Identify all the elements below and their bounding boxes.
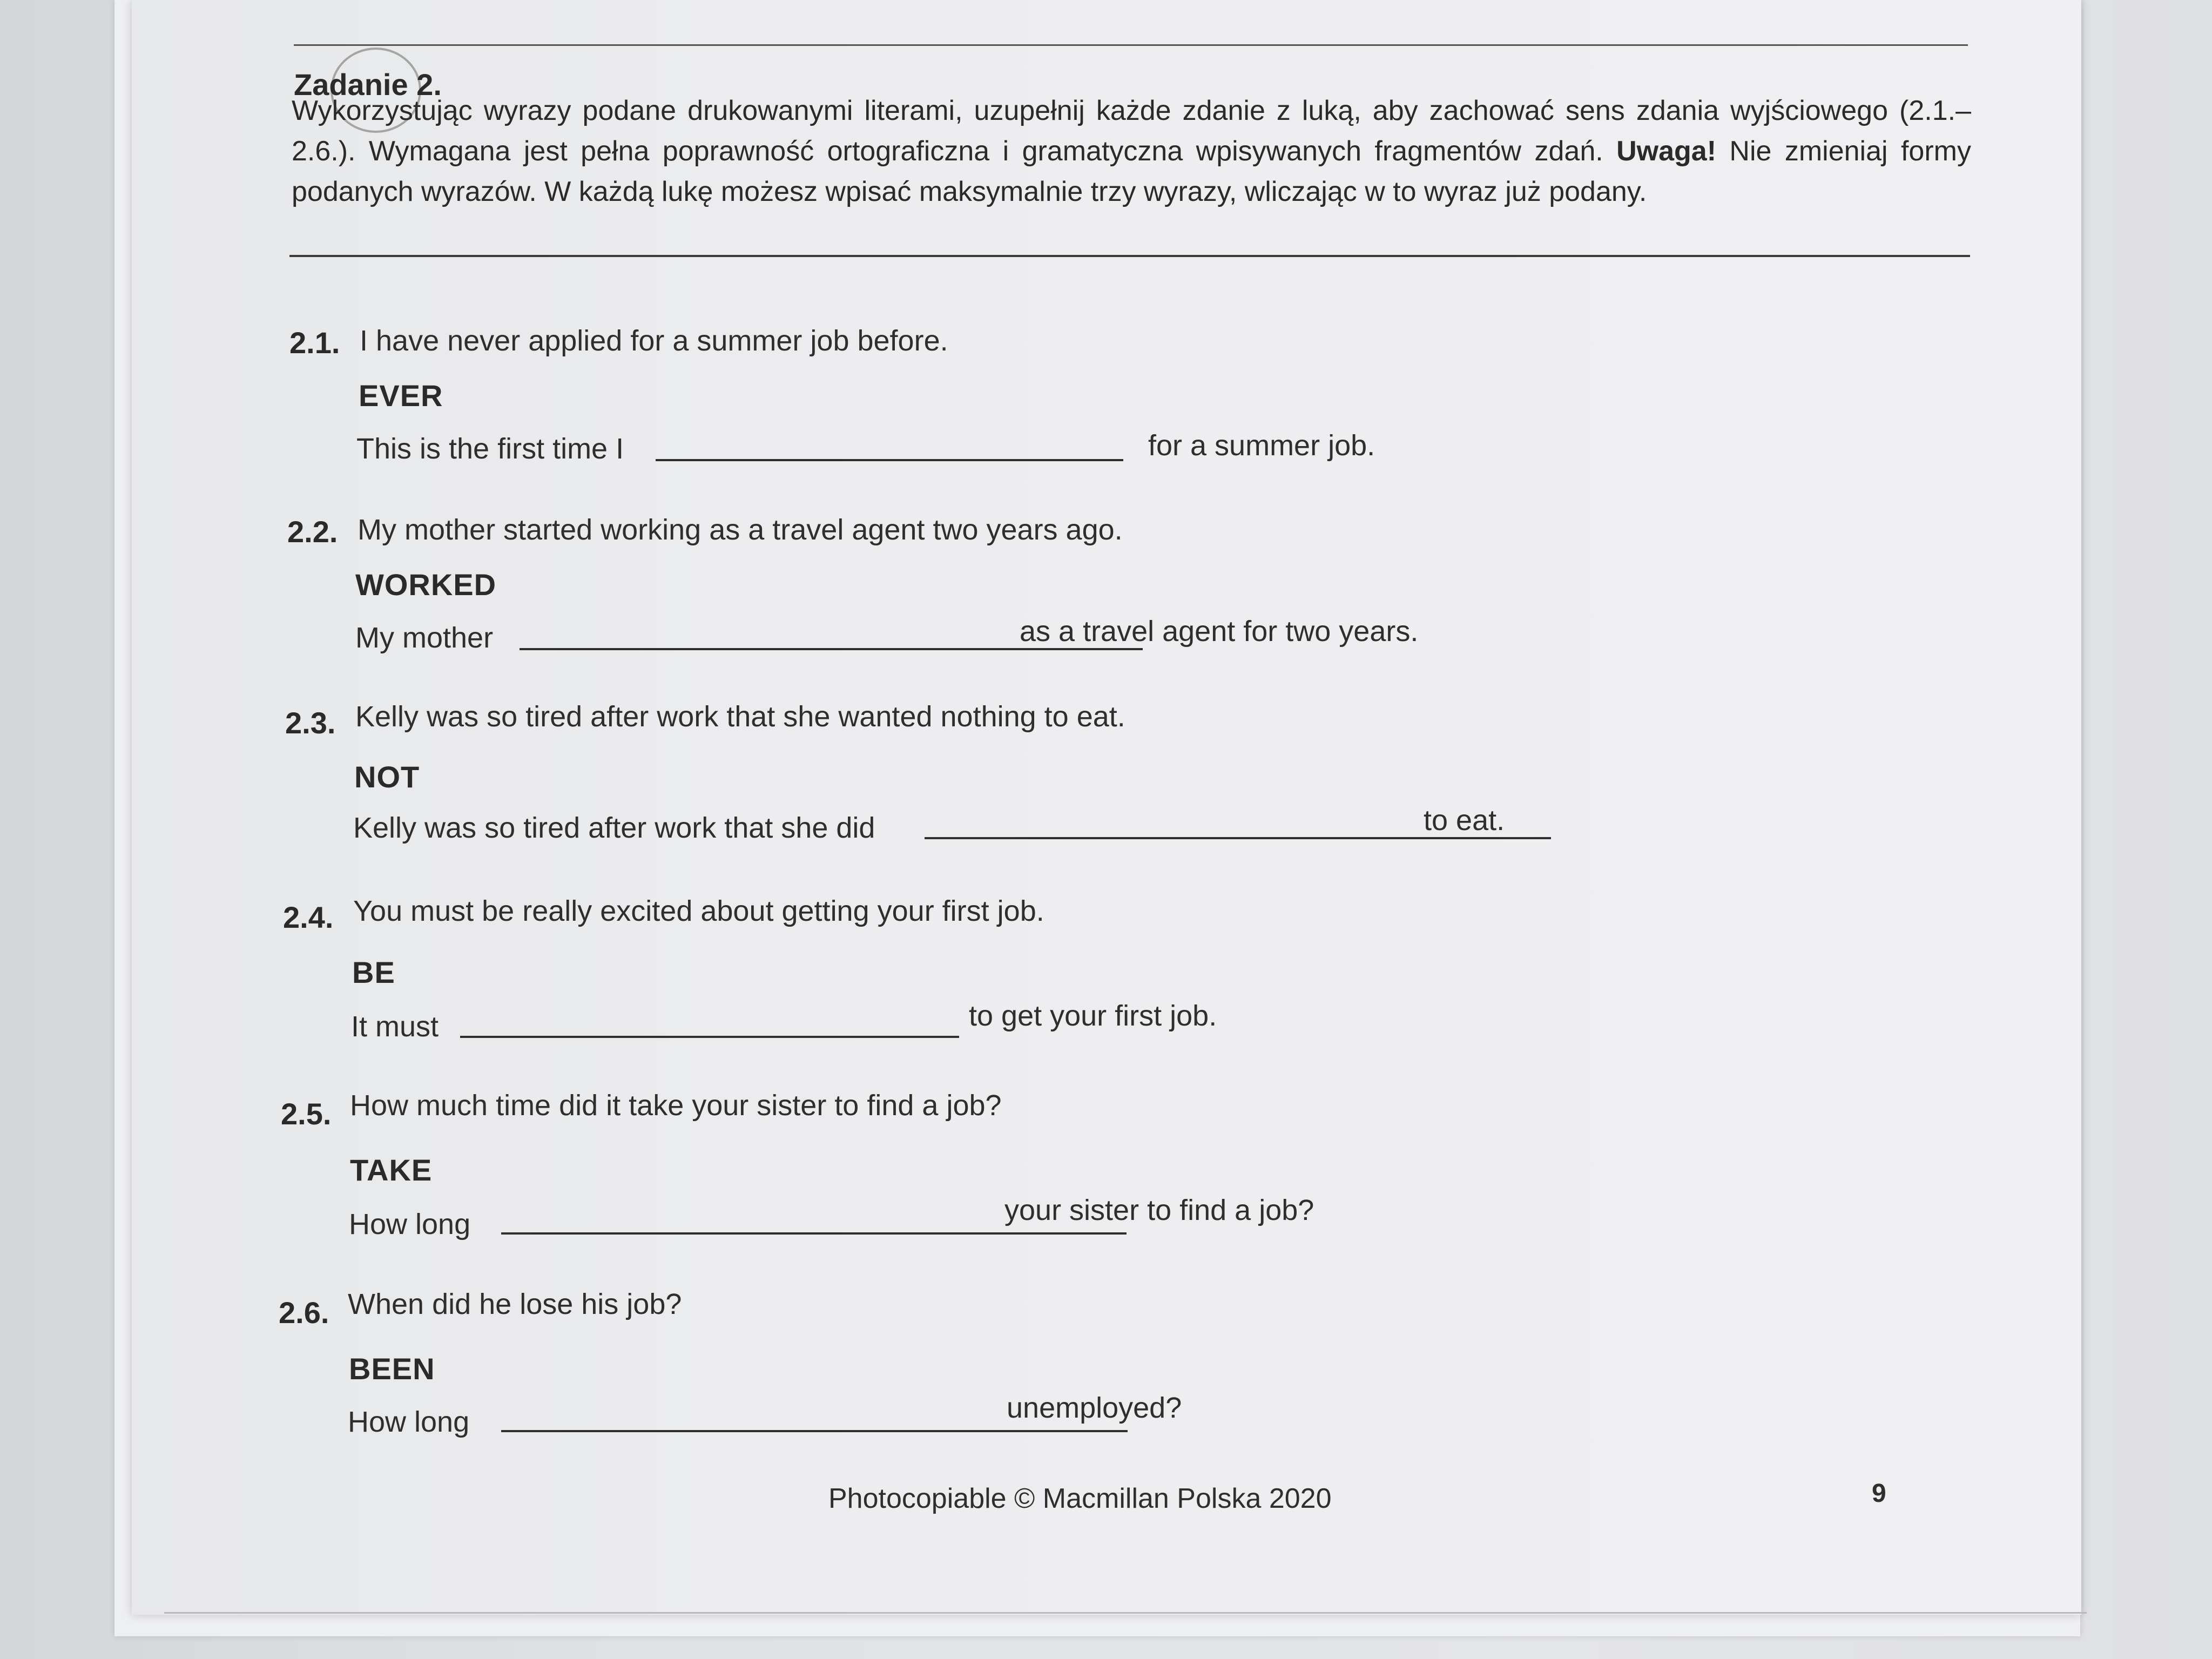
item-gap-after: unemployed?: [1007, 1392, 1182, 1424]
item-keyword: EVER: [359, 379, 443, 413]
item-number: 2.5.: [281, 1097, 332, 1131]
item-gap-before: Kelly was so tired after work that she did: [353, 812, 875, 844]
item-gap-after: your sister to find a job?: [1004, 1194, 1314, 1226]
item-gap-before: This is the first time I: [356, 433, 624, 465]
item-gap-after: for a summer job.: [1148, 429, 1375, 462]
item-source-sentence: My mother started working as a travel agent two years ago.: [358, 514, 1123, 546]
page-number: 9: [1872, 1479, 1886, 1508]
item-gap-after: as a travel agent for two years.: [1020, 615, 1419, 648]
top-rule: [294, 44, 1968, 46]
item-source-sentence: When did he lose his job?: [348, 1288, 682, 1320]
item-source-sentence: You must be really excited about getting your first job.: [353, 895, 1044, 927]
instructions-warning: Uwaga!: [1616, 136, 1717, 167]
copyright-footer: Photocopiable © Macmillan Polska 2020: [828, 1483, 1332, 1514]
item-source-sentence: I have never applied for a summer job before.: [360, 325, 948, 357]
item-gap-after: to get your first job.: [969, 1000, 1217, 1032]
item-gap-before: My mother: [355, 622, 494, 654]
task-title: Zadanie 2.: [294, 68, 442, 102]
item-gap-before: How long: [349, 1208, 471, 1240]
item-keyword: BE: [352, 955, 395, 989]
instructions-rule: [289, 255, 1970, 257]
answer-gap-2-5[interactable]: [501, 1232, 1127, 1235]
item-number: 2.2.: [287, 515, 338, 549]
worksheet-page: [132, 0, 2081, 1615]
item-gap-before: It must: [351, 1010, 439, 1043]
instructions-text-2: Nie zmieniaj formy podanych wyrazów. W każdą lukę możesz wpisać maksymalnie trzy wyrazy, wliczając w to wyraz już podany.: [292, 136, 1971, 207]
task-instructions: [292, 91, 1971, 212]
item-number: 2.6.: [279, 1296, 329, 1330]
answer-gap-2-6[interactable]: [501, 1430, 1128, 1432]
item-source-sentence: How much time did it take your sister to find a job?: [350, 1089, 1002, 1122]
answer-gap-2-1[interactable]: [656, 459, 1123, 461]
answer-gap-2-2[interactable]: [520, 648, 1143, 650]
item-number: 2.4.: [283, 900, 334, 934]
item-number: 2.3.: [285, 706, 336, 740]
item-keyword: NOT: [354, 760, 420, 794]
answer-gap-2-3[interactable]: [925, 837, 1551, 839]
item-gap-after: to eat.: [1424, 804, 1505, 837]
item-keyword: TAKE: [350, 1153, 433, 1187]
item-source-sentence: Kelly was so tired after work that she wanted nothing to eat.: [355, 700, 1125, 733]
item-gap-before: How long: [348, 1406, 470, 1438]
answer-gap-2-4[interactable]: [460, 1036, 959, 1038]
instructions-text-1: Wykorzystując wyrazy podane drukowanymi literami, uzupełnij każde zdanie z luką, aby zachować sens zdania wyjściowego (2.1.–2.6.). Wymagana jest pełna poprawność ortograficzna i gramatyczna wpisywanych fragmentów zdań.: [292, 95, 1971, 167]
item-keyword: WORKED: [355, 568, 497, 602]
item-keyword: BEEN: [349, 1352, 435, 1386]
item-number: 2.1.: [289, 326, 340, 360]
page-bottom-edge: [164, 1612, 2087, 1614]
